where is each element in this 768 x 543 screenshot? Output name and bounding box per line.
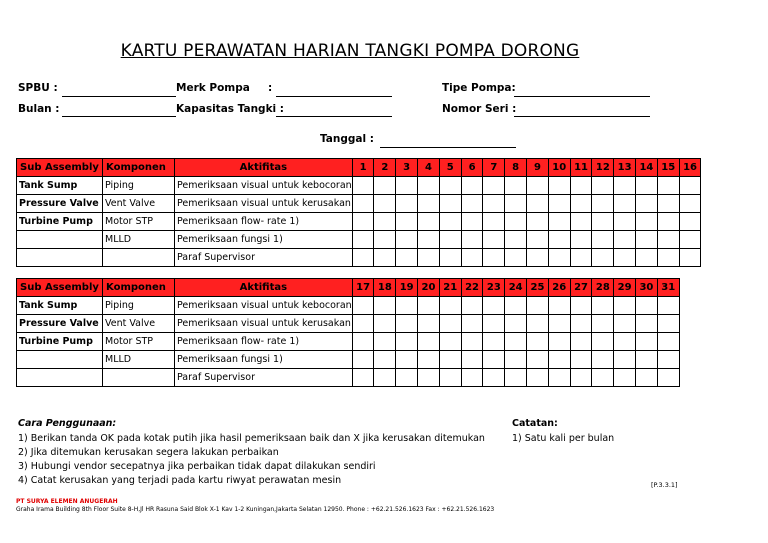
check-cell-day-20[interactable]	[418, 333, 440, 351]
check-cell-day-23[interactable]	[483, 351, 505, 369]
check-cell-day-29[interactable]	[614, 369, 636, 387]
check-cell-day-16[interactable]	[679, 177, 701, 195]
check-cell-day-26[interactable]	[548, 333, 570, 351]
check-cell-day-21[interactable]	[439, 369, 461, 387]
header-aktifitas: Aktifitas	[175, 159, 353, 177]
tanggal-field[interactable]	[380, 147, 516, 148]
cara-item: 2) Jika ditemukan kerusakan segera lakukan perbaikan	[18, 447, 279, 458]
check-cell-day-2[interactable]	[374, 195, 396, 213]
merk-pompa-field[interactable]	[276, 96, 392, 97]
tipe-pompa-label: Tipe Pompa:	[442, 82, 516, 94]
check-cell-day-14[interactable]	[636, 231, 658, 249]
check-cell-day-21[interactable]	[439, 315, 461, 333]
day-header-25: 25	[527, 279, 549, 297]
aktifitas-cell: Pemeriksaan fungsi 1)	[175, 231, 353, 249]
check-cell-day-5[interactable]	[439, 249, 461, 267]
check-cell-day-31[interactable]	[657, 333, 679, 351]
table-row	[17, 231, 701, 249]
day-header-22: 22	[461, 279, 483, 297]
table-row	[17, 195, 701, 213]
check-cell-day-13[interactable]	[614, 249, 636, 267]
table-row	[17, 369, 680, 387]
check-cell-day-25[interactable]	[527, 315, 549, 333]
bulan-field[interactable]	[62, 116, 176, 117]
catatan-heading: Catatan:	[512, 418, 558, 429]
check-cell-day-8[interactable]	[505, 177, 527, 195]
day-header-3: 3	[396, 159, 418, 177]
spbu-label: SPBU :	[18, 82, 58, 94]
check-cell-day-19[interactable]	[396, 315, 418, 333]
check-cell-day-20[interactable]	[418, 297, 440, 315]
check-cell-day-4[interactable]	[418, 249, 440, 267]
check-cell-day-13[interactable]	[614, 177, 636, 195]
aktifitas-cell: Pemeriksaan visual untuk kerusakan	[175, 315, 353, 333]
day-header-20: 20	[418, 279, 440, 297]
check-cell-day-6[interactable]	[461, 231, 483, 249]
check-cell-day-10[interactable]	[548, 231, 570, 249]
check-cell-day-7[interactable]	[483, 231, 505, 249]
cara-item: 4) Catat kerusakan yang terjadi pada kartu riwyat perawatan mesin	[18, 475, 342, 486]
check-cell-day-3[interactable]	[396, 195, 418, 213]
day-header-18: 18	[374, 279, 396, 297]
check-cell-day-25[interactable]	[527, 369, 549, 387]
check-cell-day-3[interactable]	[396, 231, 418, 249]
check-cell-day-24[interactable]	[505, 333, 527, 351]
check-cell-day-18[interactable]	[374, 297, 396, 315]
check-cell-day-16[interactable]	[679, 213, 701, 231]
merk-pompa-colon: :	[268, 82, 273, 94]
check-cell-day-5[interactable]	[439, 177, 461, 195]
check-cell-day-3[interactable]	[396, 213, 418, 231]
day-header-31: 31	[657, 279, 679, 297]
aktifitas-cell: Pemeriksaan visual untuk kebocoran	[175, 297, 353, 315]
check-cell-day-15[interactable]	[657, 177, 679, 195]
check-cell-day-11[interactable]	[570, 249, 592, 267]
day-header-23: 23	[483, 279, 505, 297]
day-header-5: 5	[439, 159, 461, 177]
aktifitas-cell: Pemeriksaan flow- rate 1)	[175, 213, 353, 231]
check-cell-day-27[interactable]	[570, 297, 592, 315]
check-cell-day-12[interactable]	[592, 195, 614, 213]
day-header-29: 29	[614, 279, 636, 297]
header-aktifitas: Aktifitas	[175, 279, 353, 297]
check-cell-day-6[interactable]	[461, 213, 483, 231]
check-cell-day-10[interactable]	[548, 195, 570, 213]
bulan-label: Bulan :	[18, 103, 60, 115]
check-cell-day-24[interactable]	[505, 351, 527, 369]
day-header-8: 8	[505, 159, 527, 177]
check-cell-day-25[interactable]	[527, 333, 549, 351]
check-cell-day-16[interactable]	[679, 195, 701, 213]
nomor-seri-label: Nomor Seri :	[442, 103, 517, 115]
sub-assembly-cell: Turbine Pump	[17, 213, 103, 231]
check-cell-day-11[interactable]	[570, 231, 592, 249]
check-cell-day-31[interactable]	[657, 297, 679, 315]
check-cell-day-10[interactable]	[548, 213, 570, 231]
check-cell-day-11[interactable]	[570, 177, 592, 195]
check-cell-day-6[interactable]	[461, 195, 483, 213]
check-cell-day-27[interactable]	[570, 369, 592, 387]
header-komponen: Komponen	[103, 159, 175, 177]
nomor-seri-field[interactable]	[514, 116, 650, 117]
check-cell-day-28[interactable]	[592, 333, 614, 351]
check-cell-day-20[interactable]	[418, 351, 440, 369]
day-header-2: 2	[374, 159, 396, 177]
sub-assembly-cell	[17, 249, 103, 267]
header-komponen: Komponen	[103, 279, 175, 297]
day-header-28: 28	[592, 279, 614, 297]
check-cell-day-5[interactable]	[439, 231, 461, 249]
cara-heading: Cara Penggunaan:	[18, 418, 117, 429]
check-cell-day-28[interactable]	[592, 297, 614, 315]
day-header-9: 9	[527, 159, 549, 177]
check-cell-day-4[interactable]	[418, 195, 440, 213]
day-header-24: 24	[505, 279, 527, 297]
check-cell-day-22[interactable]	[461, 369, 483, 387]
check-cell-day-30[interactable]	[636, 297, 658, 315]
check-cell-day-5[interactable]	[439, 213, 461, 231]
check-cell-day-20[interactable]	[418, 315, 440, 333]
check-cell-day-17[interactable]	[352, 297, 374, 315]
check-cell-day-24[interactable]	[505, 369, 527, 387]
day-header-7: 7	[483, 159, 505, 177]
check-cell-day-23[interactable]	[483, 333, 505, 351]
komponen-cell: Piping	[103, 297, 175, 315]
check-cell-day-15[interactable]	[657, 195, 679, 213]
check-cell-day-2[interactable]	[374, 177, 396, 195]
day-header-6: 6	[461, 159, 483, 177]
check-cell-day-7[interactable]	[483, 177, 505, 195]
check-cell-day-27[interactable]	[570, 351, 592, 369]
check-cell-day-7[interactable]	[483, 195, 505, 213]
check-cell-day-26[interactable]	[548, 351, 570, 369]
check-cell-day-14[interactable]	[636, 213, 658, 231]
table-row	[17, 315, 680, 333]
check-cell-day-9[interactable]	[527, 231, 549, 249]
check-cell-day-29[interactable]	[614, 351, 636, 369]
check-cell-day-15[interactable]	[657, 231, 679, 249]
day-header-1: 1	[352, 159, 374, 177]
check-cell-day-18[interactable]	[374, 351, 396, 369]
table-row	[17, 333, 680, 351]
day-header-10: 10	[548, 159, 570, 177]
header-sub-assembly: Sub Assembly	[17, 159, 103, 177]
day-header-12: 12	[592, 159, 614, 177]
day-header-19: 19	[396, 279, 418, 297]
check-cell-day-1[interactable]	[352, 177, 374, 195]
check-cell-day-14[interactable]	[636, 177, 658, 195]
tipe-pompa-field[interactable]	[514, 96, 650, 97]
check-cell-day-18[interactable]	[374, 369, 396, 387]
check-cell-day-10[interactable]	[548, 249, 570, 267]
check-cell-day-30[interactable]	[636, 369, 658, 387]
check-cell-day-31[interactable]	[657, 369, 679, 387]
komponen-cell: Vent Valve	[103, 195, 175, 213]
day-header-21: 21	[439, 279, 461, 297]
check-cell-day-30[interactable]	[636, 315, 658, 333]
check-cell-day-22[interactable]	[461, 351, 483, 369]
check-cell-day-12[interactable]	[592, 213, 614, 231]
table-row	[17, 177, 701, 195]
sub-assembly-cell: Tank Sump	[17, 177, 103, 195]
aktifitas-cell: Pemeriksaan visual untuk kebocoran	[175, 177, 353, 195]
check-cell-day-18[interactable]	[374, 333, 396, 351]
tanggal-label: Tanggal :	[320, 133, 374, 145]
check-cell-day-24[interactable]	[505, 297, 527, 315]
check-cell-day-9[interactable]	[527, 213, 549, 231]
check-cell-day-7[interactable]	[483, 249, 505, 267]
document-code: [P.3.3.1]	[651, 481, 678, 489]
day-header-15: 15	[657, 159, 679, 177]
check-cell-day-19[interactable]	[396, 351, 418, 369]
check-cell-day-8[interactable]	[505, 213, 527, 231]
check-cell-day-19[interactable]	[396, 333, 418, 351]
table-row	[17, 249, 701, 267]
day-header-16: 16	[679, 159, 701, 177]
check-cell-day-28[interactable]	[592, 369, 614, 387]
check-cell-day-21[interactable]	[439, 351, 461, 369]
check-cell-day-28[interactable]	[592, 315, 614, 333]
check-cell-day-13[interactable]	[614, 231, 636, 249]
check-cell-day-10[interactable]	[548, 177, 570, 195]
cara-item: 1) Berikan tanda OK pada kotak putih jika hasil pemeriksaan baik dan X jika kerusakan ditemukan	[18, 433, 485, 444]
check-cell-day-19[interactable]	[396, 369, 418, 387]
check-cell-day-15[interactable]	[657, 249, 679, 267]
check-cell-day-22[interactable]	[461, 333, 483, 351]
check-cell-day-27[interactable]	[570, 333, 592, 351]
check-cell-day-5[interactable]	[439, 195, 461, 213]
check-cell-day-12[interactable]	[592, 231, 614, 249]
table-header-row	[17, 279, 680, 297]
aktifitas-cell: Pemeriksaan fungsi 1)	[175, 351, 353, 369]
check-cell-day-30[interactable]	[636, 351, 658, 369]
aktifitas-cell: Paraf Supervisor	[175, 369, 353, 387]
day-header-11: 11	[570, 159, 592, 177]
check-cell-day-7[interactable]	[483, 213, 505, 231]
komponen-cell: Vent Valve	[103, 315, 175, 333]
check-cell-day-6[interactable]	[461, 249, 483, 267]
merk-pompa-label: Merk Pompa	[176, 82, 250, 94]
check-cell-day-17[interactable]	[352, 333, 374, 351]
check-cell-day-31[interactable]	[657, 351, 679, 369]
check-cell-day-9[interactable]	[527, 195, 549, 213]
check-cell-day-1[interactable]	[352, 213, 374, 231]
check-cell-day-27[interactable]	[570, 315, 592, 333]
check-cell-day-16[interactable]	[679, 231, 701, 249]
komponen-cell: MLLD	[103, 231, 175, 249]
check-cell-day-9[interactable]	[527, 177, 549, 195]
maintenance-table-days-1-16	[16, 158, 701, 267]
aktifitas-cell: Pemeriksaan visual untuk kerusakan	[175, 195, 353, 213]
page-title: KARTU PERAWATAN HARIAN TANGKI POMPA DORONG	[120, 41, 580, 61]
check-cell-day-11[interactable]	[570, 213, 592, 231]
check-cell-day-22[interactable]	[461, 297, 483, 315]
check-cell-day-26[interactable]	[548, 315, 570, 333]
table-row	[17, 213, 701, 231]
check-cell-day-2[interactable]	[374, 249, 396, 267]
day-header-26: 26	[548, 279, 570, 297]
check-cell-day-28[interactable]	[592, 351, 614, 369]
kapasitas-tangki-label: Kapasitas Tangki :	[176, 103, 285, 115]
check-cell-day-3[interactable]	[396, 177, 418, 195]
check-cell-day-18[interactable]	[374, 315, 396, 333]
kapasitas-tangki-field[interactable]	[276, 116, 392, 117]
day-header-27: 27	[570, 279, 592, 297]
check-cell-day-8[interactable]	[505, 195, 527, 213]
check-cell-day-25[interactable]	[527, 297, 549, 315]
check-cell-day-1[interactable]	[352, 195, 374, 213]
header-sub-assembly: Sub Assembly	[17, 279, 103, 297]
catatan-item: 1) Satu kali per bulan	[512, 433, 615, 444]
check-cell-day-3[interactable]	[396, 249, 418, 267]
komponen-cell	[103, 249, 175, 267]
company-name: PT SURYA ELEMEN ANUGERAH	[16, 498, 118, 505]
check-cell-day-31[interactable]	[657, 315, 679, 333]
check-cell-day-4[interactable]	[418, 213, 440, 231]
check-cell-day-20[interactable]	[418, 369, 440, 387]
check-cell-day-23[interactable]	[483, 297, 505, 315]
check-cell-day-26[interactable]	[548, 297, 570, 315]
komponen-cell: Piping	[103, 177, 175, 195]
check-cell-day-22[interactable]	[461, 315, 483, 333]
check-cell-day-14[interactable]	[636, 195, 658, 213]
sub-assembly-cell	[17, 351, 103, 369]
check-cell-day-23[interactable]	[483, 369, 505, 387]
table-row	[17, 297, 680, 315]
maintenance-table-days-17-31	[16, 278, 680, 387]
aktifitas-cell: Pemeriksaan flow- rate 1)	[175, 333, 353, 351]
day-header-17: 17	[352, 279, 374, 297]
check-cell-day-17[interactable]	[352, 315, 374, 333]
day-header-14: 14	[636, 159, 658, 177]
check-cell-day-29[interactable]	[614, 315, 636, 333]
check-cell-day-1[interactable]	[352, 231, 374, 249]
check-cell-day-16[interactable]	[679, 249, 701, 267]
day-header-30: 30	[636, 279, 658, 297]
sub-assembly-cell: Tank Sump	[17, 297, 103, 315]
check-cell-day-1[interactable]	[352, 249, 374, 267]
sub-assembly-cell	[17, 231, 103, 249]
check-cell-day-23[interactable]	[483, 315, 505, 333]
check-cell-day-8[interactable]	[505, 231, 527, 249]
day-header-4: 4	[418, 159, 440, 177]
day-header-13: 13	[614, 159, 636, 177]
check-cell-day-17[interactable]	[352, 351, 374, 369]
check-cell-day-21[interactable]	[439, 333, 461, 351]
check-cell-day-24[interactable]	[505, 315, 527, 333]
sub-assembly-cell: Turbine Pump	[17, 333, 103, 351]
check-cell-day-6[interactable]	[461, 177, 483, 195]
sub-assembly-cell	[17, 369, 103, 387]
check-cell-day-30[interactable]	[636, 333, 658, 351]
spbu-field[interactable]	[62, 96, 176, 97]
check-cell-day-8[interactable]	[505, 249, 527, 267]
sub-assembly-cell: Pressure Valve	[17, 315, 103, 333]
company-address: Graha Irama Building 8th Floor Suite 8-H,Jl HR Rasuna Said Blok X-1 Kav 1-2 Kuningan,Jakarta Selatan 12950. Phone : +62.21.526.1623 Fax : +62.21.526.1623	[16, 506, 495, 513]
check-cell-day-2[interactable]	[374, 213, 396, 231]
check-cell-day-15[interactable]	[657, 213, 679, 231]
check-cell-day-12[interactable]	[592, 177, 614, 195]
check-cell-day-4[interactable]	[418, 177, 440, 195]
check-cell-day-11[interactable]	[570, 195, 592, 213]
komponen-cell: Motor STP	[103, 213, 175, 231]
komponen-cell: Motor STP	[103, 333, 175, 351]
check-cell-day-14[interactable]	[636, 249, 658, 267]
check-cell-day-21[interactable]	[439, 297, 461, 315]
aktifitas-cell: Paraf Supervisor	[175, 249, 353, 267]
check-cell-day-29[interactable]	[614, 297, 636, 315]
table-header-row	[17, 159, 701, 177]
check-cell-day-26[interactable]	[548, 369, 570, 387]
check-cell-day-9[interactable]	[527, 249, 549, 267]
komponen-cell: MLLD	[103, 351, 175, 369]
cara-item: 3) Hubungi vendor secepatnya jika perbaikan tidak dapat dilakukan sendiri	[18, 461, 376, 472]
check-cell-day-19[interactable]	[396, 297, 418, 315]
check-cell-day-13[interactable]	[614, 213, 636, 231]
sub-assembly-cell: Pressure Valve	[17, 195, 103, 213]
check-cell-day-25[interactable]	[527, 351, 549, 369]
check-cell-day-13[interactable]	[614, 195, 636, 213]
table-row	[17, 351, 680, 369]
komponen-cell	[103, 369, 175, 387]
check-cell-day-17[interactable]	[352, 369, 374, 387]
check-cell-day-4[interactable]	[418, 231, 440, 249]
check-cell-day-12[interactable]	[592, 249, 614, 267]
check-cell-day-2[interactable]	[374, 231, 396, 249]
check-cell-day-29[interactable]	[614, 333, 636, 351]
